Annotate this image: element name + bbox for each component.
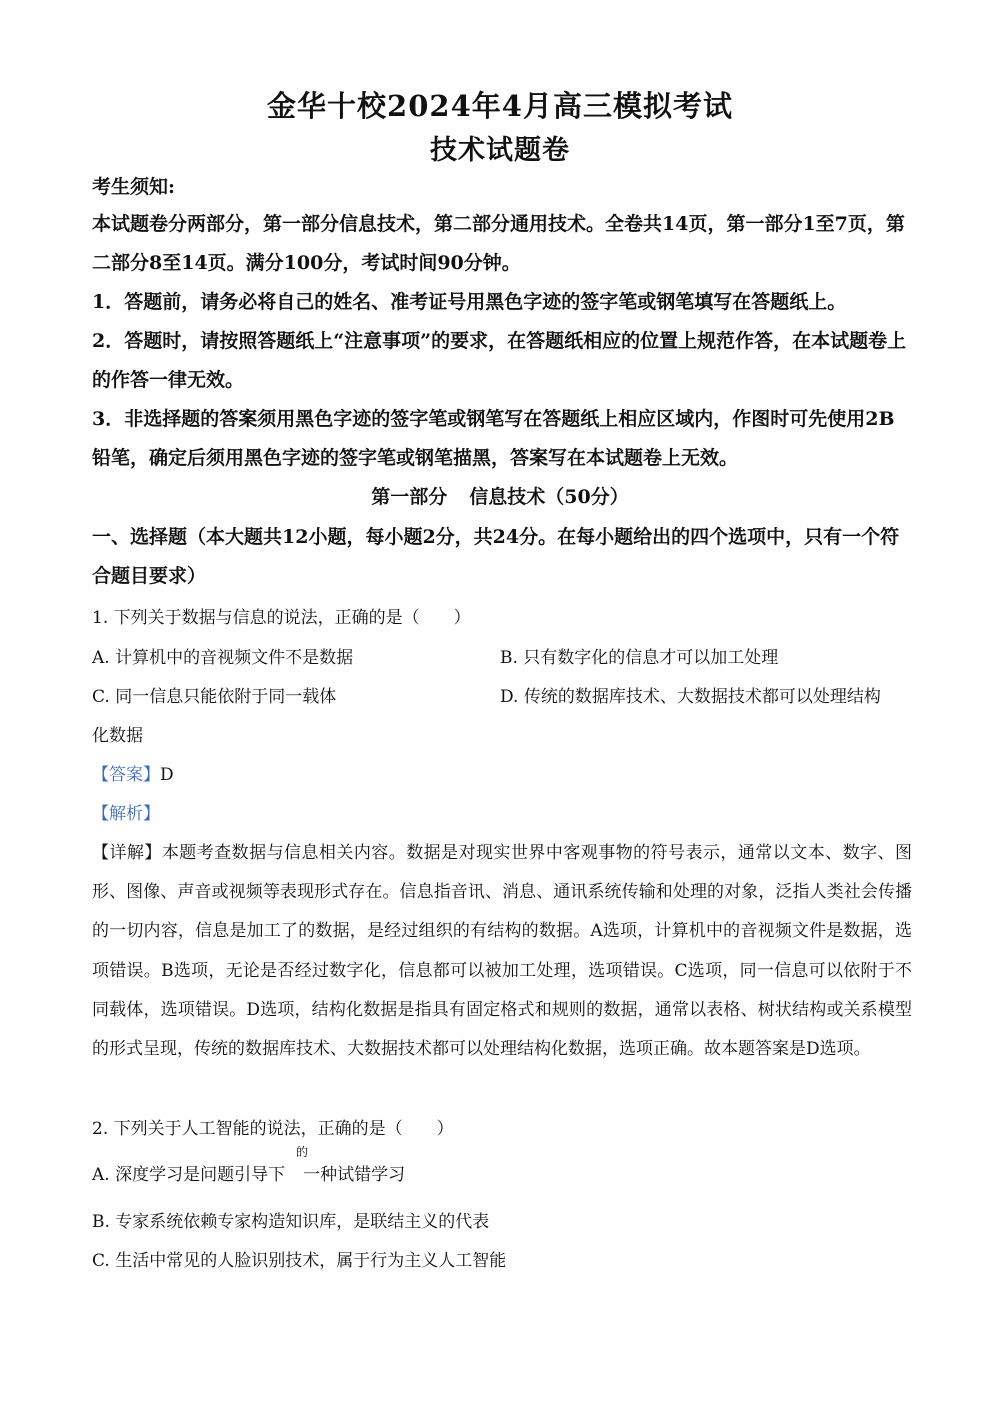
detail-text: 本题考查数据与信息相关内容。数据是对现实世界中客观事物的符号表示，通常以文本、数字、图形、图像、声音或视频等表现形式存在。信息指音讯、消息、通讯系统传输和处理的对象，泛指人类社会传播的一切内容，信息是加工了的数据，是经过组织的有结构的数据。A选项，计算机中的音视频文件是数据，选项错误。B选项，无论是否经过数字化，信息都可以被加工处理，选项错误。C选项，同一信息可以依附于不同载体，选项错误。D选项，结构化数据是指具有固定格式和规则的数据，通常以表格、树状结构或关系模型的形式呈现，传统的数据库技术、大数据技术都可以处理结构化数据，选项正确。故本题答案是D选项。 (92, 843, 913, 1060)
question-1-option-b: B. 只有数字化的信息才可以加工处理 (500, 648, 779, 668)
notice-heading: 考生须知: (92, 176, 176, 198)
question-1-stem: 1. 下列关于数据与信息的说法，正确的是（ ） (92, 608, 471, 628)
section-part: 第一部分 (371, 486, 448, 508)
exam-title: 金华十校2024年4月高三模拟考试 (267, 89, 733, 123)
question-2-option-a (92, 1160, 405, 1185)
question-1-detail (92, 834, 912, 1069)
question-1-option-d: D. 传统的数据库技术、大数据技术都可以处理结构 (500, 687, 881, 707)
question-1-option-d-wrap: 化数据 (92, 726, 143, 746)
section-heading (0, 482, 1000, 509)
analysis-label: 【解析】 (92, 804, 160, 824)
notice-item-2: 2．答题时，请按照答题纸上“注意事项”的要求，在答题纸相应的位置上规范作答，在本试题卷上的作答一律无效。 (92, 330, 907, 391)
exam-subtitle: 技术试题卷 (430, 135, 570, 166)
question-2-option-a-pre: A. 深度学习是问题引导下 (92, 1165, 286, 1185)
question-2-option-a-post: 一种试错学习 (303, 1165, 406, 1185)
question-1-option-c: C. 同一信息只能依附于同一载体 (92, 687, 337, 707)
answer-label: 【答案】 (92, 765, 160, 785)
question-2-option-b: B. 专家系统依赖专家构造知识库，是联结主义的代表 (92, 1212, 490, 1232)
answer-value: D (160, 765, 174, 785)
answer-line (92, 760, 174, 785)
part-one-title: 一、选择题（本大题共12小题，每小题2分，共24分。在每小题给出的四个选项中，只有一个符合题目要求） (92, 526, 900, 587)
notice-body (92, 205, 912, 478)
section-name: 信息技术（50分） (469, 486, 629, 508)
notice-paragraph: 本试题卷分两部分，第一部分信息技术，第二部分通用技术。全卷共14页，第一部分1至7页，第二部分8至14页。满分100分，考试时间90分钟。 (92, 213, 905, 274)
question-1-option-a: A. 计算机中的音视频文件不是数据 (92, 648, 354, 668)
notice-item-3: 3．非选择题的答案须用黑色字迹的签字笔或钢笔写在答题纸上相应区域内，作图时可先使用2B铅笔，确定后须用黑色字迹的签字笔或钢笔描黑，答案写在本试题卷上无效。 (92, 408, 895, 469)
question-2-stem: 2. 下列关于人工智能的说法，正确的是（ ） (92, 1119, 454, 1139)
detail-label: 【详解】 (92, 843, 162, 863)
question-2-option-a-superscript: 的 (296, 1145, 309, 1159)
notice-item-1: 1．答题前，请务必将自己的姓名、准考证号用黑色字迹的签字笔或钢笔填写在答题纸上。 (92, 291, 847, 313)
question-2-option-c: C. 生活中常见的人脸识别技术，属于行为主义人工智能 (92, 1251, 507, 1271)
